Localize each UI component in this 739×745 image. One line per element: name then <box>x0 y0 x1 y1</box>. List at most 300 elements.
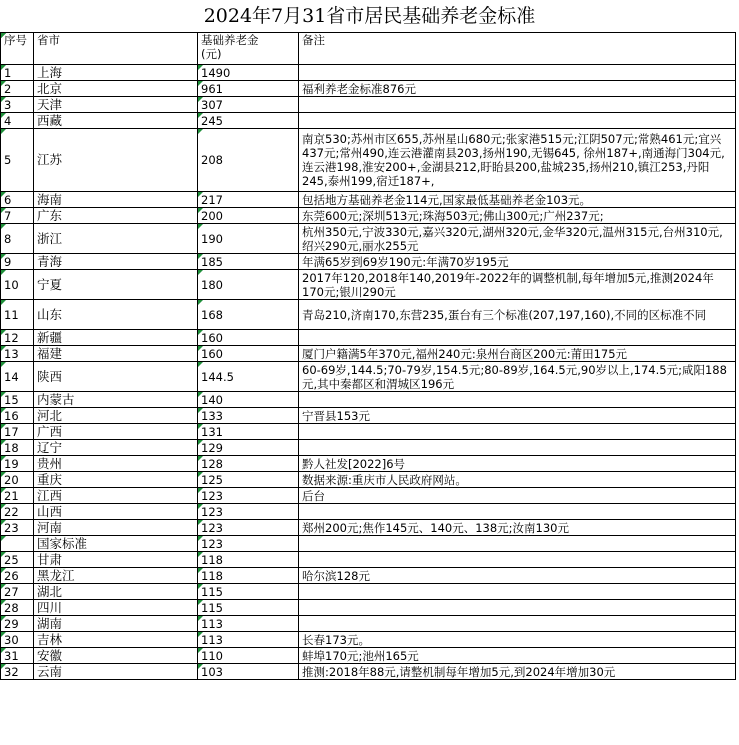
row-index-cell <box>1 472 34 488</box>
row-pension-cell <box>198 224 299 254</box>
row-province-cell <box>34 192 198 208</box>
cell-flag-icon <box>1 504 6 509</box>
row-province-cell <box>34 97 198 113</box>
table-row <box>1 97 736 113</box>
row-note: 青岛210,济南170,东营235,蛋台有三个标准(207,197,160),不同的区标准不同 <box>302 307 707 322</box>
table-row <box>1 632 736 648</box>
row-pension: 113 <box>201 616 223 631</box>
row-pension-cell <box>198 330 299 346</box>
row-pension: 160 <box>201 346 223 361</box>
table-row <box>1 440 736 456</box>
row-pension: 128 <box>201 456 223 471</box>
row-province: 广东 <box>37 207 63 223</box>
cell-flag-icon <box>198 472 203 477</box>
row-province: 宁夏 <box>37 276 63 292</box>
row-pension-cell <box>198 440 299 456</box>
row-index: 31 <box>4 648 19 663</box>
header-pension-unit: (元) <box>201 47 222 61</box>
row-pension-cell <box>198 600 299 616</box>
row-pension: 123 <box>201 520 223 535</box>
cell-flag-icon <box>1 648 6 653</box>
cell-flag-icon <box>198 65 203 70</box>
row-province-cell <box>34 440 198 456</box>
row-pension-cell <box>198 456 299 472</box>
cell-flag-icon <box>1 362 6 367</box>
row-pension-cell <box>198 472 299 488</box>
row-province-cell <box>34 224 198 254</box>
row-pension-cell <box>198 424 299 440</box>
row-note: 宁晋县153元 <box>302 408 370 423</box>
row-pension-cell <box>198 632 299 648</box>
row-pension-cell <box>198 129 299 192</box>
table-row <box>1 648 736 664</box>
cell-flag-icon <box>198 113 203 118</box>
cell-flag-icon <box>1 488 6 493</box>
row-note-cell <box>299 408 736 424</box>
table-row <box>1 616 736 632</box>
row-index-cell <box>1 600 34 616</box>
row-note-cell <box>299 300 736 330</box>
row-pension-cell <box>198 584 299 600</box>
row-note: 郑州200元;焦作145元、140元、138元;汝南130元 <box>302 520 569 535</box>
row-index-cell <box>1 584 34 600</box>
header-province-label: 省市 <box>37 33 60 47</box>
row-note-cell <box>299 346 736 362</box>
cell-flag-icon <box>198 664 203 669</box>
row-pension-cell <box>198 346 299 362</box>
cell-flag-icon <box>1 600 6 605</box>
row-note-cell <box>299 224 736 254</box>
row-province-cell <box>34 648 198 664</box>
row-province: 内蒙古 <box>37 391 75 407</box>
header-note-label: 备注 <box>302 33 325 47</box>
cell-flag-icon <box>198 552 203 557</box>
row-note: 2017年120,2018年140,2019年-2022年的调整机制,每年增加5元,推测2024年170元;银川290元 <box>302 270 714 299</box>
row-pension-cell <box>198 192 299 208</box>
table-row <box>1 81 736 97</box>
row-province: 安徽 <box>37 647 63 663</box>
row-index: 23 <box>4 520 19 535</box>
row-province: 新疆 <box>37 329 63 345</box>
row-pension-cell <box>198 504 299 520</box>
pension-table <box>0 32 736 680</box>
cell-flag-icon <box>1 224 6 229</box>
row-index-cell <box>1 300 34 330</box>
row-note: 蚌埠170元;池州165元 <box>302 648 419 663</box>
header-note <box>299 33 736 65</box>
row-note: 福利养老金标准876元 <box>302 81 416 96</box>
row-pension: 200 <box>201 208 223 223</box>
row-index-cell <box>1 408 34 424</box>
row-note: 后台 <box>302 488 325 503</box>
row-note: 60-69岁,144.5;70-79岁,154.5元;80-89岁,164.5元,90岁以上,174.5元;咸阳188元,其中秦都区和渭城区196元 <box>302 362 727 391</box>
row-index-cell <box>1 97 34 113</box>
row-note: 黔人社发[2022]6号 <box>302 456 406 471</box>
cell-flag-icon <box>198 362 203 367</box>
table-row <box>1 254 736 270</box>
row-note-cell <box>299 440 736 456</box>
row-index-cell <box>1 568 34 584</box>
row-province-cell <box>34 113 198 129</box>
row-index-cell <box>1 224 34 254</box>
row-note: 年满65岁到69岁190元:年满70岁195元 <box>302 254 509 269</box>
row-province: 上海 <box>37 64 63 80</box>
cell-flag-icon <box>1 113 6 118</box>
row-index: 19 <box>4 456 19 471</box>
table-row <box>1 664 736 680</box>
cell-flag-icon <box>1 208 6 213</box>
sheet-title: 2024年7月31省市居民基础养老金标准 <box>203 5 536 27</box>
row-index-cell <box>1 616 34 632</box>
cell-flag-icon <box>1 270 6 275</box>
row-note-cell <box>299 424 736 440</box>
cell-flag-icon <box>198 270 203 275</box>
row-index-cell <box>1 362 34 392</box>
row-index-cell <box>1 192 34 208</box>
cell-flag-icon <box>198 632 203 637</box>
table-row <box>1 456 736 472</box>
row-province-cell <box>34 362 198 392</box>
row-pension-cell <box>198 113 299 129</box>
cell-flag-icon <box>1 300 6 305</box>
row-note: 东莞600元;深圳513元;珠海503元;佛山300元;广州237元; <box>302 208 604 223</box>
row-pension: 185 <box>201 254 223 269</box>
row-index: 8 <box>4 231 12 246</box>
row-province: 湖北 <box>37 583 63 599</box>
row-pension-cell <box>198 536 299 552</box>
table-row <box>1 600 736 616</box>
row-province-cell <box>34 408 198 424</box>
row-index-cell <box>1 254 34 270</box>
row-province-cell <box>34 472 198 488</box>
row-province: 甘肃 <box>37 551 63 567</box>
table-row <box>1 424 736 440</box>
row-index: 15 <box>4 392 19 407</box>
row-index: 20 <box>4 472 19 487</box>
row-province-cell <box>34 424 198 440</box>
row-pension: 110 <box>201 648 223 663</box>
row-pension-cell <box>198 392 299 408</box>
row-province-cell <box>34 81 198 97</box>
row-province: 辽宁 <box>37 439 63 455</box>
row-province-cell <box>34 346 198 362</box>
row-province-cell <box>34 568 198 584</box>
row-pension: 115 <box>201 600 223 615</box>
cell-flag-icon <box>1 392 6 397</box>
row-pension-cell <box>198 208 299 224</box>
row-index-cell <box>1 536 34 552</box>
row-note-cell <box>299 504 736 520</box>
row-pension-cell <box>198 65 299 81</box>
table-row <box>1 208 736 224</box>
row-province: 江西 <box>37 487 63 503</box>
header-index-label: 序号 <box>4 33 27 47</box>
cell-flag-icon <box>198 536 203 541</box>
row-index: 12 <box>4 330 19 345</box>
cell-flag-icon <box>1 97 6 102</box>
row-pension-cell <box>198 568 299 584</box>
row-pension-cell <box>198 81 299 97</box>
cell-flag-icon <box>198 129 203 134</box>
row-province: 广西 <box>37 423 63 439</box>
row-note-cell <box>299 552 736 568</box>
row-province: 贵州 <box>37 455 63 471</box>
row-note-cell <box>299 330 736 346</box>
row-pension: 217 <box>201 192 223 207</box>
cell-flag-icon <box>1 568 6 573</box>
row-index-cell <box>1 488 34 504</box>
row-index: 5 <box>4 153 12 167</box>
row-pension: 131 <box>201 424 223 439</box>
row-index-cell <box>1 129 34 192</box>
cell-flag-icon <box>198 440 203 445</box>
row-note: 杭州350元,宁波330元,嘉兴320元,湖州320元,金华320元,温州315元,台州310元,绍兴290元,丽水255元 <box>302 224 723 253</box>
cell-flag-icon <box>198 224 203 229</box>
header-row <box>1 33 736 65</box>
row-index: 4 <box>4 113 12 128</box>
row-province: 河南 <box>37 519 63 535</box>
row-index-cell <box>1 330 34 346</box>
row-province-cell <box>34 254 198 270</box>
table-row <box>1 65 736 81</box>
row-index-cell <box>1 504 34 520</box>
row-pension: 123 <box>201 536 223 551</box>
row-index: 7 <box>4 208 12 223</box>
table-row <box>1 392 736 408</box>
row-note-cell <box>299 584 736 600</box>
row-pension-cell <box>198 520 299 536</box>
row-index-cell <box>1 424 34 440</box>
table-row <box>1 520 736 536</box>
cell-flag-icon <box>198 600 203 605</box>
row-province: 浙江 <box>37 230 63 246</box>
row-province: 黑龙江 <box>37 567 75 583</box>
table-row <box>1 408 736 424</box>
row-index: 13 <box>4 346 19 361</box>
row-pension-cell <box>198 300 299 330</box>
row-pension: 103 <box>201 664 223 679</box>
cell-flag-icon <box>198 520 203 525</box>
row-index-cell <box>1 113 34 129</box>
cell-flag-icon <box>198 488 203 493</box>
cell-flag-icon <box>198 254 203 259</box>
cell-flag-icon <box>198 300 203 305</box>
cell-flag-icon <box>198 392 203 397</box>
row-pension: 123 <box>201 488 223 503</box>
row-pension: 961 <box>201 81 223 96</box>
row-index-cell <box>1 346 34 362</box>
row-province: 西藏 <box>37 112 63 128</box>
row-province-cell <box>34 129 198 192</box>
table-row <box>1 224 736 254</box>
cell-flag-icon <box>198 192 203 197</box>
row-pension: 115 <box>201 584 223 599</box>
row-province-cell <box>34 536 198 552</box>
cell-flag-icon <box>198 616 203 621</box>
table-row <box>1 192 736 208</box>
row-index: 25 <box>4 552 19 567</box>
row-pension: 190 <box>201 231 223 246</box>
row-note-cell <box>299 113 736 129</box>
cell-flag-icon <box>198 346 203 351</box>
row-pension: 118 <box>201 568 223 583</box>
row-province-cell <box>34 65 198 81</box>
row-province-cell <box>34 392 198 408</box>
table-row <box>1 504 736 520</box>
cell-flag-icon <box>1 346 6 351</box>
row-index: 32 <box>4 664 19 679</box>
row-note-cell <box>299 392 736 408</box>
cell-flag-icon <box>198 81 203 86</box>
row-index-cell <box>1 208 34 224</box>
row-note: 厦门户籍满5年370元,福州240元:泉州台商区200元:莆田175元 <box>302 346 628 361</box>
table-row <box>1 552 736 568</box>
table-row <box>1 584 736 600</box>
cell-flag-icon <box>1 632 6 637</box>
row-index: 11 <box>4 307 19 322</box>
cell-flag-icon <box>1 440 6 445</box>
row-pension: 168 <box>201 307 223 322</box>
row-province: 陕西 <box>37 368 63 384</box>
row-note: 哈尔滨128元 <box>302 568 370 583</box>
cell-flag-icon <box>1 424 6 429</box>
header-pension <box>198 33 299 65</box>
row-index-cell <box>1 456 34 472</box>
row-pension: 140 <box>201 392 223 407</box>
cell-flag-icon <box>198 504 203 509</box>
row-note: 推测:2018年88元,请整机制每年增加5元,到2024年增加30元 <box>302 664 616 679</box>
row-pension-cell <box>198 488 299 504</box>
row-province-cell <box>34 616 198 632</box>
row-pension: 133 <box>201 408 223 423</box>
row-province-cell <box>34 664 198 680</box>
row-index: 17 <box>4 424 19 439</box>
row-index: 22 <box>4 504 19 519</box>
table-row <box>1 346 736 362</box>
row-pension: 245 <box>201 113 223 128</box>
row-note-cell <box>299 648 736 664</box>
row-index-cell <box>1 440 34 456</box>
row-pension-cell <box>198 362 299 392</box>
table-row <box>1 330 736 346</box>
cell-flag-icon <box>198 97 203 102</box>
row-province: 山西 <box>37 503 63 519</box>
cell-flag-icon <box>1 536 6 541</box>
row-index-cell <box>1 81 34 97</box>
cell-flag-icon <box>198 330 203 335</box>
cell-flag-icon <box>198 584 203 589</box>
row-note-cell <box>299 472 736 488</box>
row-province: 重庆 <box>37 471 63 487</box>
row-index-cell <box>1 520 34 536</box>
row-note-cell <box>299 270 736 300</box>
row-note: 南京530;苏州市区655,苏州星山680元;张家港515元;江阴507元;常熟461元;宜兴437元;常州490,连云港灌南县203,扬州190,无锡645, 徐州187+,南通海门304元,连云港198,淮安200+,金湖县212,盱眙县200,盐城235,扬州210,镇江253,丹阳245,泰州199,宿迁187+, <box>302 132 725 188</box>
row-pension: 180 <box>201 277 223 292</box>
row-index: 10 <box>4 277 19 292</box>
row-pension: 113 <box>201 632 223 647</box>
row-pension-cell <box>198 552 299 568</box>
row-note-cell <box>299 616 736 632</box>
row-index-cell <box>1 664 34 680</box>
row-index: 18 <box>4 440 19 455</box>
row-index-cell <box>1 552 34 568</box>
row-index: 26 <box>4 568 19 583</box>
row-pension: 160 <box>201 330 223 345</box>
cell-flag-icon <box>1 81 6 86</box>
row-province-cell <box>34 456 198 472</box>
row-index-cell <box>1 632 34 648</box>
row-index: 1 <box>4 65 12 80</box>
cell-flag-icon <box>198 408 203 413</box>
cell-flag-icon <box>198 208 203 213</box>
row-province-cell <box>34 208 198 224</box>
row-note-cell <box>299 536 736 552</box>
row-pension: 307 <box>201 97 223 112</box>
table-row <box>1 568 736 584</box>
row-province: 青海 <box>37 253 63 269</box>
cell-flag-icon <box>1 584 6 589</box>
row-pension: 144.5 <box>201 369 234 384</box>
row-note-cell <box>299 456 736 472</box>
row-province-cell <box>34 552 198 568</box>
row-note-cell <box>299 192 736 208</box>
row-note-cell <box>299 65 736 81</box>
row-pension: 129 <box>201 440 223 455</box>
row-index: 14 <box>4 369 19 384</box>
row-index: 16 <box>4 408 19 423</box>
row-index: 6 <box>4 192 12 207</box>
cell-flag-icon <box>1 664 6 669</box>
row-note-cell <box>299 208 736 224</box>
row-province: 福建 <box>37 345 63 361</box>
cell-flag-icon <box>1 129 6 134</box>
row-province-cell <box>34 584 198 600</box>
row-province: 天津 <box>37 96 63 112</box>
cell-flag-icon <box>1 472 6 477</box>
row-province-cell <box>34 632 198 648</box>
row-pension: 1490 <box>201 65 231 80</box>
cell-flag-icon <box>1 456 6 461</box>
row-province-cell <box>34 330 198 346</box>
cell-flag-icon <box>198 456 203 461</box>
row-pension-cell <box>198 648 299 664</box>
row-note-cell <box>299 568 736 584</box>
table-row <box>1 472 736 488</box>
row-index: 2 <box>4 81 12 96</box>
row-note-cell <box>299 129 736 192</box>
row-pension-cell <box>198 97 299 113</box>
table-row <box>1 362 736 392</box>
row-note-cell <box>299 254 736 270</box>
cell-flag-icon <box>1 330 6 335</box>
header-province <box>34 33 198 65</box>
row-province: 北京 <box>37 80 63 96</box>
row-province: 云南 <box>37 663 63 679</box>
row-note-cell <box>299 97 736 113</box>
cell-flag-icon <box>198 648 203 653</box>
row-note: 数据来源:重庆市人民政府网站。 <box>302 472 467 487</box>
row-province: 湖南 <box>37 615 63 631</box>
row-province-cell <box>34 488 198 504</box>
row-province-cell <box>34 600 198 616</box>
header-pension-label: 基础养老金 <box>201 33 259 47</box>
row-province-cell <box>34 300 198 330</box>
row-pension-cell <box>198 270 299 300</box>
row-index: 30 <box>4 632 19 647</box>
table-row <box>1 536 736 552</box>
row-pension-cell <box>198 408 299 424</box>
row-index: 27 <box>4 584 19 599</box>
